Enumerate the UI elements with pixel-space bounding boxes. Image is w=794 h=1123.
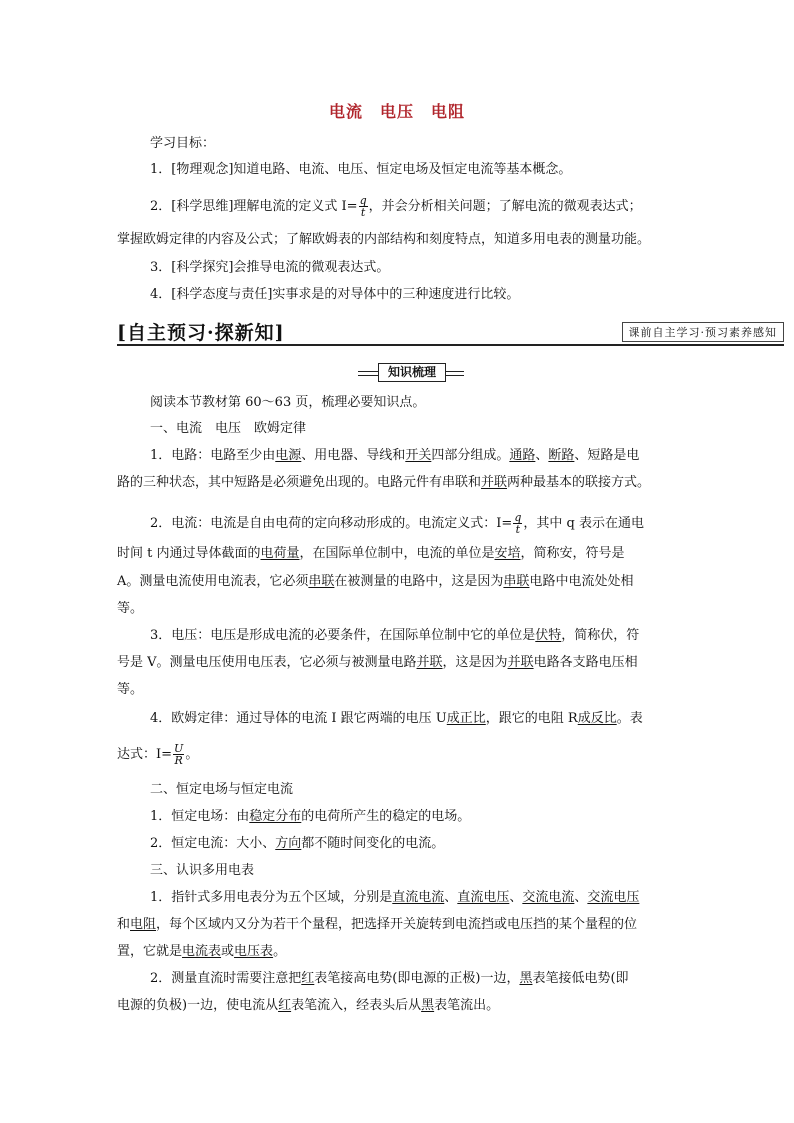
heading-2: 二、恒定电场与恒定电流: [150, 782, 294, 797]
fraction-q-over-t-2: $\frac{q}{t}$: [514, 511, 522, 536]
heading-3: 三、认识多用电表: [150, 863, 255, 878]
para-5: 1．恒定电场：由稳定分布的电荷所产生的稳定的电场。: [150, 809, 471, 824]
para-7-line-3: 置，它就是电流表或电压表。: [117, 944, 287, 959]
fraction-q-over-t: $\frac{q}{t}$: [359, 194, 367, 219]
para-4-line-2: 达式：I= $\frac{U}{R}$ 。: [117, 742, 199, 767]
objective-2: 2．[科学思维]理解电流的定义式 I= $\frac{q}{t}$ ，并会分析相关问题；了解电流的微观表达式；: [150, 194, 642, 219]
objective-4: 4．[科学态度与责任]实事求是的对导体中的三种速度进行比较。: [150, 287, 520, 302]
objective-3: 3．[科学探究]会推导电流的微观表达式。: [150, 260, 390, 275]
para-1-line-2: 路的三种状态，其中短路是必须避免出现的。电路元件有串联和并联两种最基本的联接方式。: [117, 475, 651, 490]
para-4-line-1: 4．欧姆定律：通过导体的电流 I 跟它两端的电压 U成正比，跟它的电阻 R成反比。表: [150, 711, 643, 726]
objective-1: 1．[物理观念]知道电路、电流、电压、恒定电场及恒定电流等基本概念。: [150, 162, 572, 177]
section-tag: 课前自主学习·预习素养感知: [622, 322, 785, 342]
page-title: 电流 电压 电阻: [328, 102, 465, 121]
intro-text: 阅读本节教材第 60～63 页，梳理必要知识点。: [150, 395, 426, 410]
para-7-line-2: 和电阻，每个区域内又分为若干个量程，把选择开关旋转到电流挡或电压挡的某个量程的位: [117, 917, 638, 932]
para-8-line-1: 2．测量直流时需要注意把红表笔接高电势(即电源的正极)一边，黑表笔接低电势(即: [150, 971, 629, 986]
section-rule: [117, 344, 784, 346]
section-header: [117, 318, 784, 342]
objective-2-continued: 掌握欧姆定律的内容及公式；了解欧姆表的内部结构和刻度特点，知道多用电表的测量功能。: [117, 232, 651, 247]
objectives-heading: 学习目标：: [150, 136, 216, 151]
knowledge-label-banner: [358, 363, 464, 381]
fraction-u-over-r: $\frac{U}{R}$: [174, 742, 184, 767]
para-1-line-1: 1．电路：电路至少由电源、用电器、导线和开关四部分组成。通路、断路、短路是电: [150, 448, 640, 463]
para-2-line-4: 等。: [117, 601, 144, 616]
para-2-line-2: 时间 t 内通过导体截面的电荷量，在国际单位制中，电流的单位是安培，简称安，符号是: [117, 546, 625, 561]
para-3-line-2: 号是 V。测量电压使用电压表，它必须与被测量电路并联，这是因为并联电路各支路电压相: [117, 655, 638, 670]
knowledge-label: 知识梳理: [378, 363, 446, 382]
para-3-line-3: 等。: [117, 682, 144, 697]
para-6: 2．恒定电流：大小、方向都不随时间变化的电流。: [150, 836, 445, 851]
para-8-line-2: 电源的负极)一边，使电流从红表笔流入，经表头后从黑表笔流出。: [117, 998, 500, 1013]
para-3-line-1: 3．电压：电压是形成电流的必要条件，在国际单位制中它的单位是伏特，简称伏，符: [150, 628, 640, 643]
para-7-line-1: 1．指针式多用电表分为五个区域，分别是直流电流、直流电压、交流电流、交流电压: [150, 890, 640, 905]
para-2-line-1: 2．电流：电流是自由电荷的定向移动形成的。电流定义式：I= $\frac{q}{t}$ ，其中 q 表示在通电: [150, 511, 644, 536]
section-title: [自主预习·探新知]: [117, 322, 285, 344]
heading-1: 一、电流 电压 欧姆定律: [150, 421, 307, 436]
para-2-line-3: A。测量电流使用电流表，它必须串联在被测量的电路中，这是因为串联电路中电流处处相: [117, 574, 634, 589]
